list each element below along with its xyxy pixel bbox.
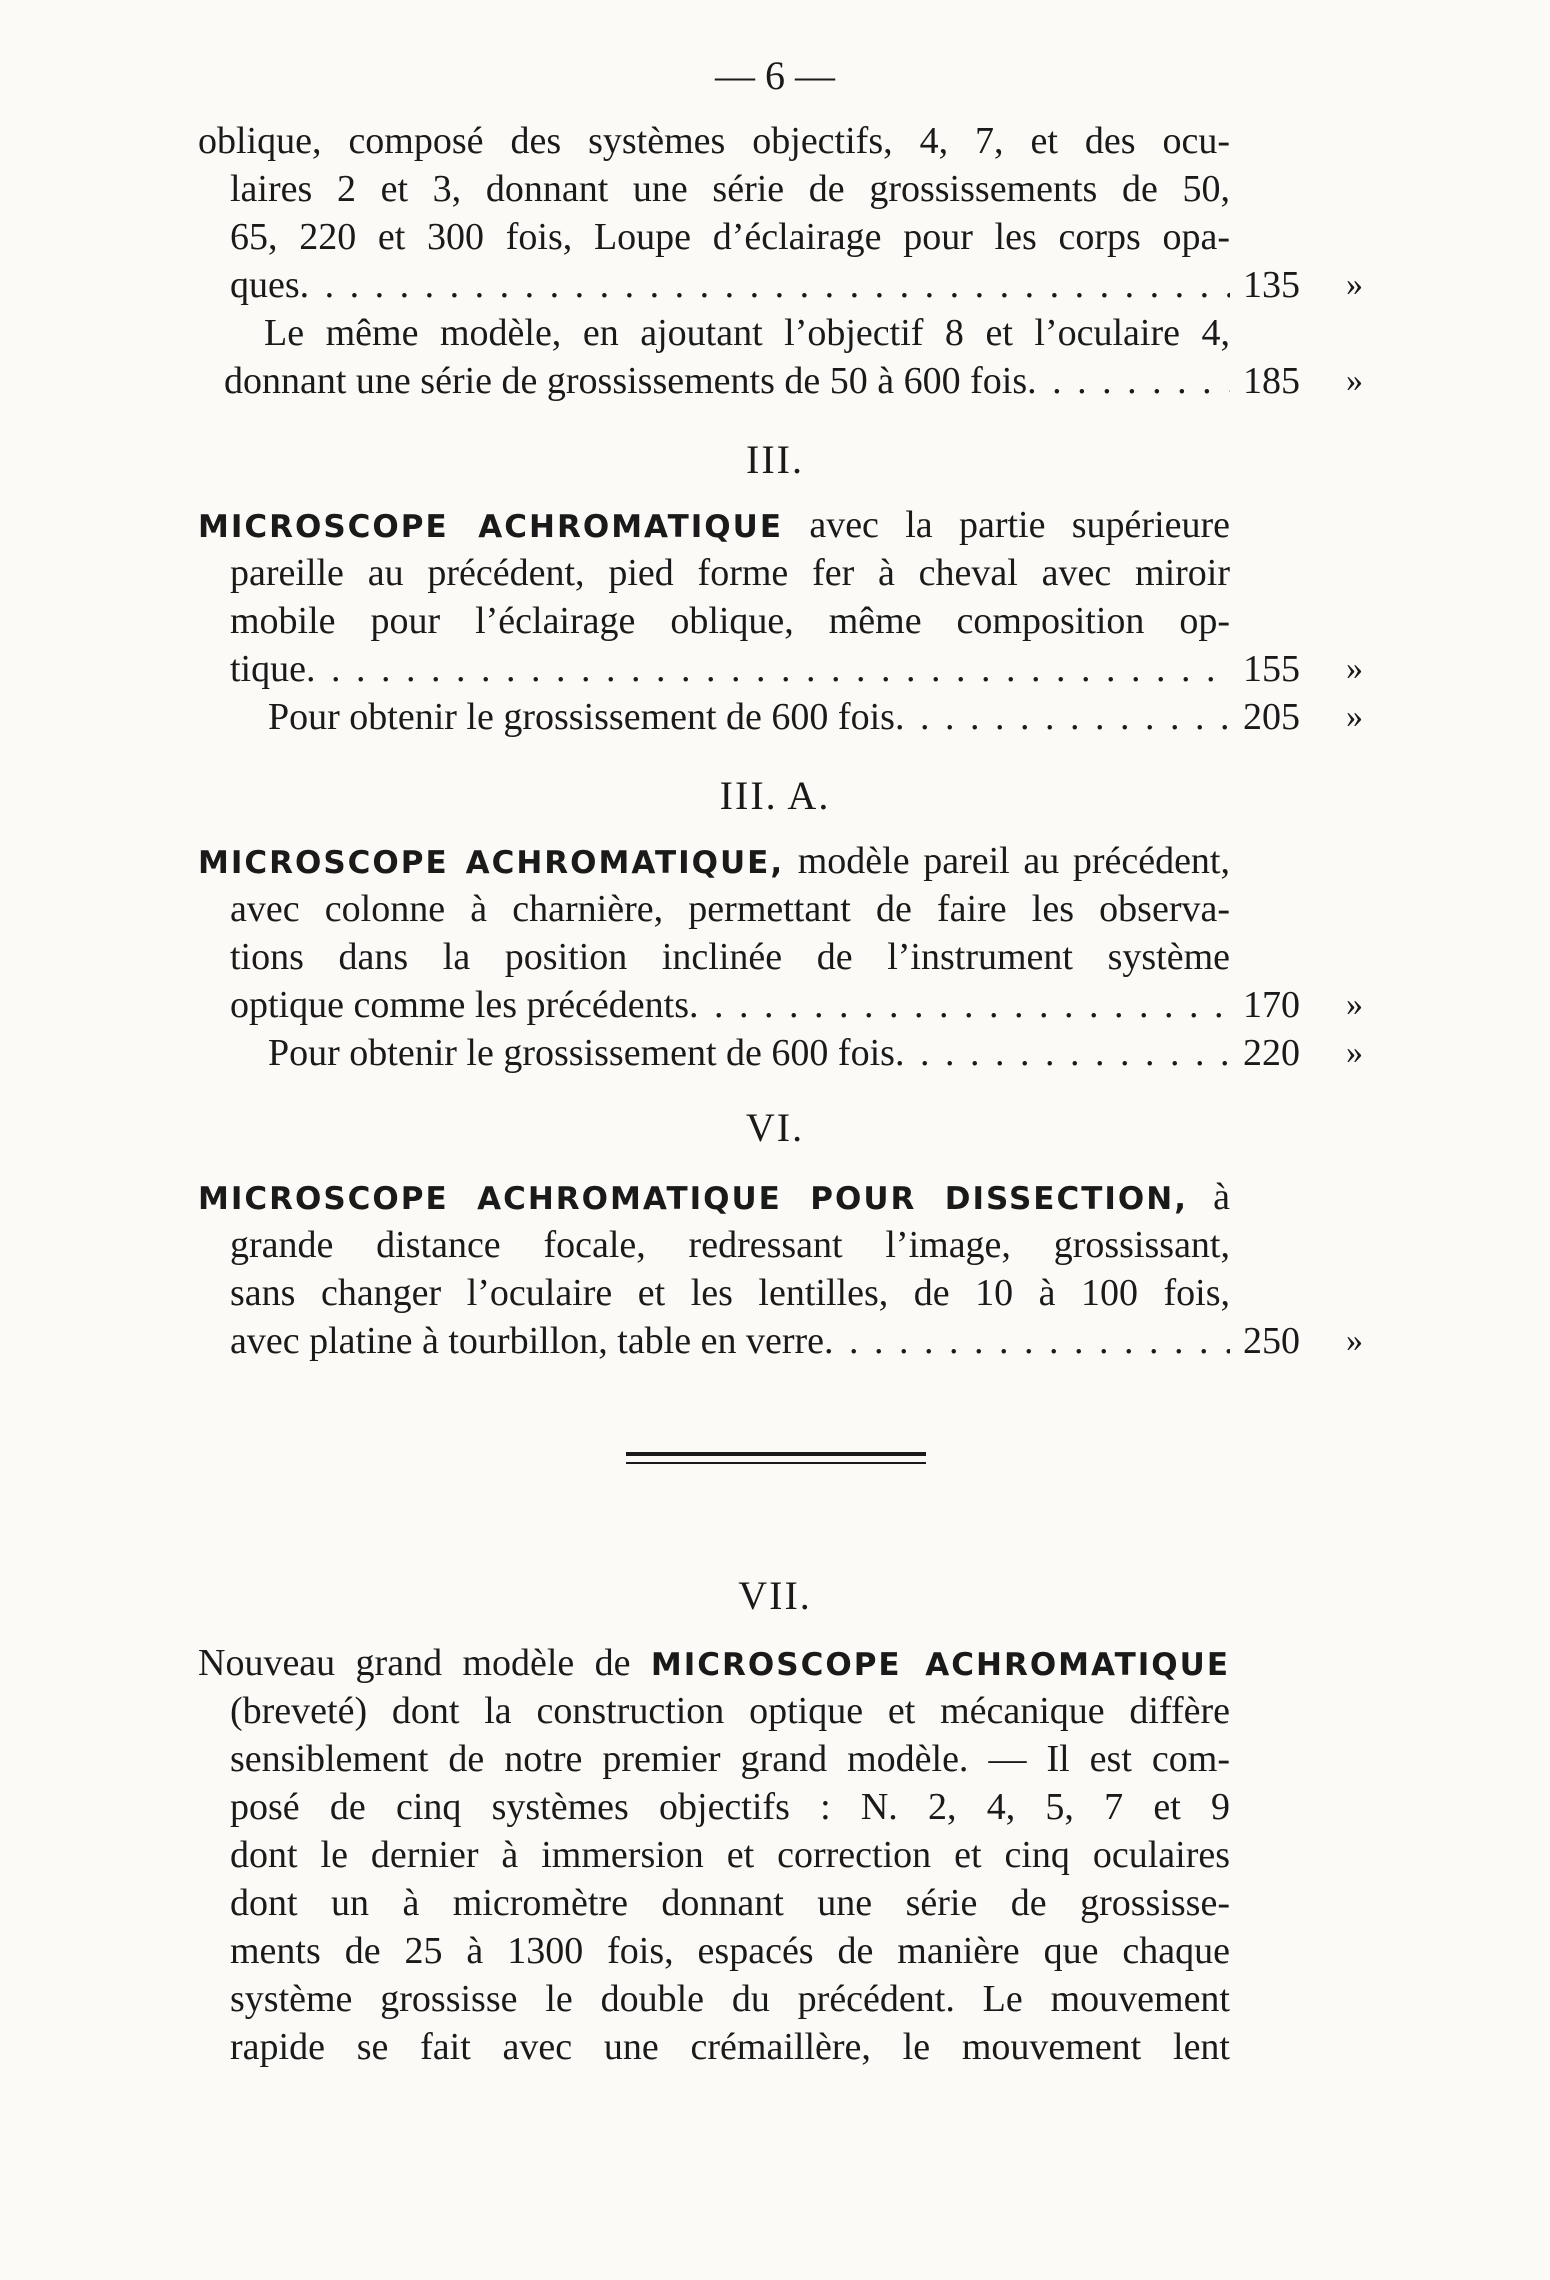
text-fragment: Nouveau grand modèle de	[198, 1642, 631, 1684]
text-line: dont un à micromètre donnant une série de grossisse-	[230, 1882, 1230, 1924]
price-line	[268, 694, 1230, 740]
text-line: rapide se fait avec une crémaillère, le mouvement lent	[230, 2026, 1230, 2068]
leader-dots	[300, 262, 1230, 308]
text-line: oblique, composé des systèmes objectifs, 4, 7, et des ocu-	[198, 120, 1230, 162]
guillemet-mark: »	[1346, 1034, 1363, 1071]
text-fragment: à	[1213, 1176, 1230, 1218]
price: 135	[1243, 264, 1300, 306]
price: 220	[1243, 1032, 1300, 1074]
leader-dots	[689, 982, 1230, 1028]
item-text: avec platine à tourbillon, table en verre	[230, 1320, 825, 1362]
section-heading: VII.	[738, 1573, 812, 1618]
section-heading: III.	[746, 437, 804, 482]
text-line: sensiblement de notre premier grand modèle. — Il est com-	[230, 1738, 1230, 1780]
leader-dots	[306, 646, 1230, 692]
leader-dots	[1027, 358, 1230, 404]
section-heading: VI.	[745, 1105, 805, 1150]
text-fragment: modèle pareil au précédent,	[797, 840, 1230, 882]
page-number: — 6 —	[715, 53, 835, 98]
item-text: Pour obtenir le grossissement de 600 fois	[268, 1032, 895, 1074]
text-line: (breveté) dont la construction optique et mécanique diffère	[230, 1690, 1230, 1732]
price-line	[230, 982, 1230, 1028]
divider-thick	[626, 1452, 926, 1456]
text-line: laires 2 et 3, donnant une série de grossissements de 50,	[230, 168, 1230, 210]
text-line: dont le dernier à immersion et correction et cinq oculaires	[230, 1834, 1230, 1876]
text-line: posé de cinq systèmes objectifs : N. 2, 4, 5, 7 et 9	[230, 1786, 1230, 1828]
price-line	[230, 262, 1230, 308]
item-text: tique	[230, 648, 306, 690]
text-line: système grossisse le double du précédent. Le mouvement	[230, 1978, 1230, 2020]
price-line	[268, 1030, 1230, 1076]
item-text: optique comme les précédents	[230, 984, 690, 1026]
leader-dots	[895, 1030, 1230, 1076]
text-line: sans changer l’oculaire et les lentilles, de 10 à 100 fois,	[230, 1272, 1230, 1314]
text-line: 65, 220 et 300 fois, Loupe d’éclairage pour les corps opa-	[230, 216, 1230, 258]
section-heading: III. A.	[719, 773, 831, 818]
price: 170	[1243, 984, 1300, 1026]
leader-dots	[895, 694, 1230, 740]
price: 205	[1243, 696, 1300, 738]
text-line: ments de 25 à 1300 fois, espacés de manière que chaque	[230, 1930, 1230, 1972]
guillemet-mark: »	[1346, 698, 1363, 735]
text-fragment: avec la partie supérieure	[809, 504, 1230, 546]
price-line	[230, 646, 1230, 692]
text-line: tions dans la position inclinée de l’instrument système	[230, 936, 1230, 978]
guillemet-mark: »	[1346, 650, 1363, 687]
title-line	[198, 1174, 1230, 1220]
price: 155	[1243, 648, 1300, 690]
text-line: mobile pour l’éclairage oblique, même composition op-	[230, 600, 1230, 642]
product-title: MICROSCOPE ACHROMATIQUE	[198, 509, 784, 545]
text-line: Le même modèle, en ajoutant l’objectif 8 et l’oculaire 4,	[264, 312, 1230, 354]
guillemet-mark: »	[1346, 266, 1363, 303]
text-line: grande distance focale, redressant l’image, grossissant,	[230, 1224, 1230, 1266]
title-line	[198, 502, 1230, 548]
item-text: donnant une série de grossissements de 50 à 600 fois	[224, 360, 1028, 402]
guillemet-mark: »	[1346, 1322, 1363, 1359]
product-title: MICROSCOPE ACHROMATIQUE POUR DISSECTION,	[198, 1181, 1188, 1217]
price-line	[230, 1318, 1230, 1364]
price: 250	[1243, 1320, 1300, 1362]
item-text: ques	[230, 264, 300, 306]
title-line	[198, 1640, 1230, 1686]
guillemet-mark: »	[1346, 362, 1363, 399]
product-title: MICROSCOPE ACHROMATIQUE,	[198, 845, 785, 881]
title-line	[198, 838, 1230, 884]
divider-thin	[626, 1462, 926, 1464]
guillemet-mark: »	[1346, 986, 1363, 1023]
product-title: MICROSCOPE ACHROMATIQUE	[650, 1647, 1230, 1683]
leader-dots	[824, 1318, 1230, 1364]
price: 185	[1243, 360, 1300, 402]
text-line: pareille au précédent, pied forme fer à cheval avec miroir	[230, 552, 1230, 594]
price-line	[224, 358, 1230, 404]
text-line: avec colonne à charnière, permettant de faire les observa-	[230, 888, 1230, 930]
item-text: Pour obtenir le grossissement de 600 fois	[268, 696, 895, 738]
